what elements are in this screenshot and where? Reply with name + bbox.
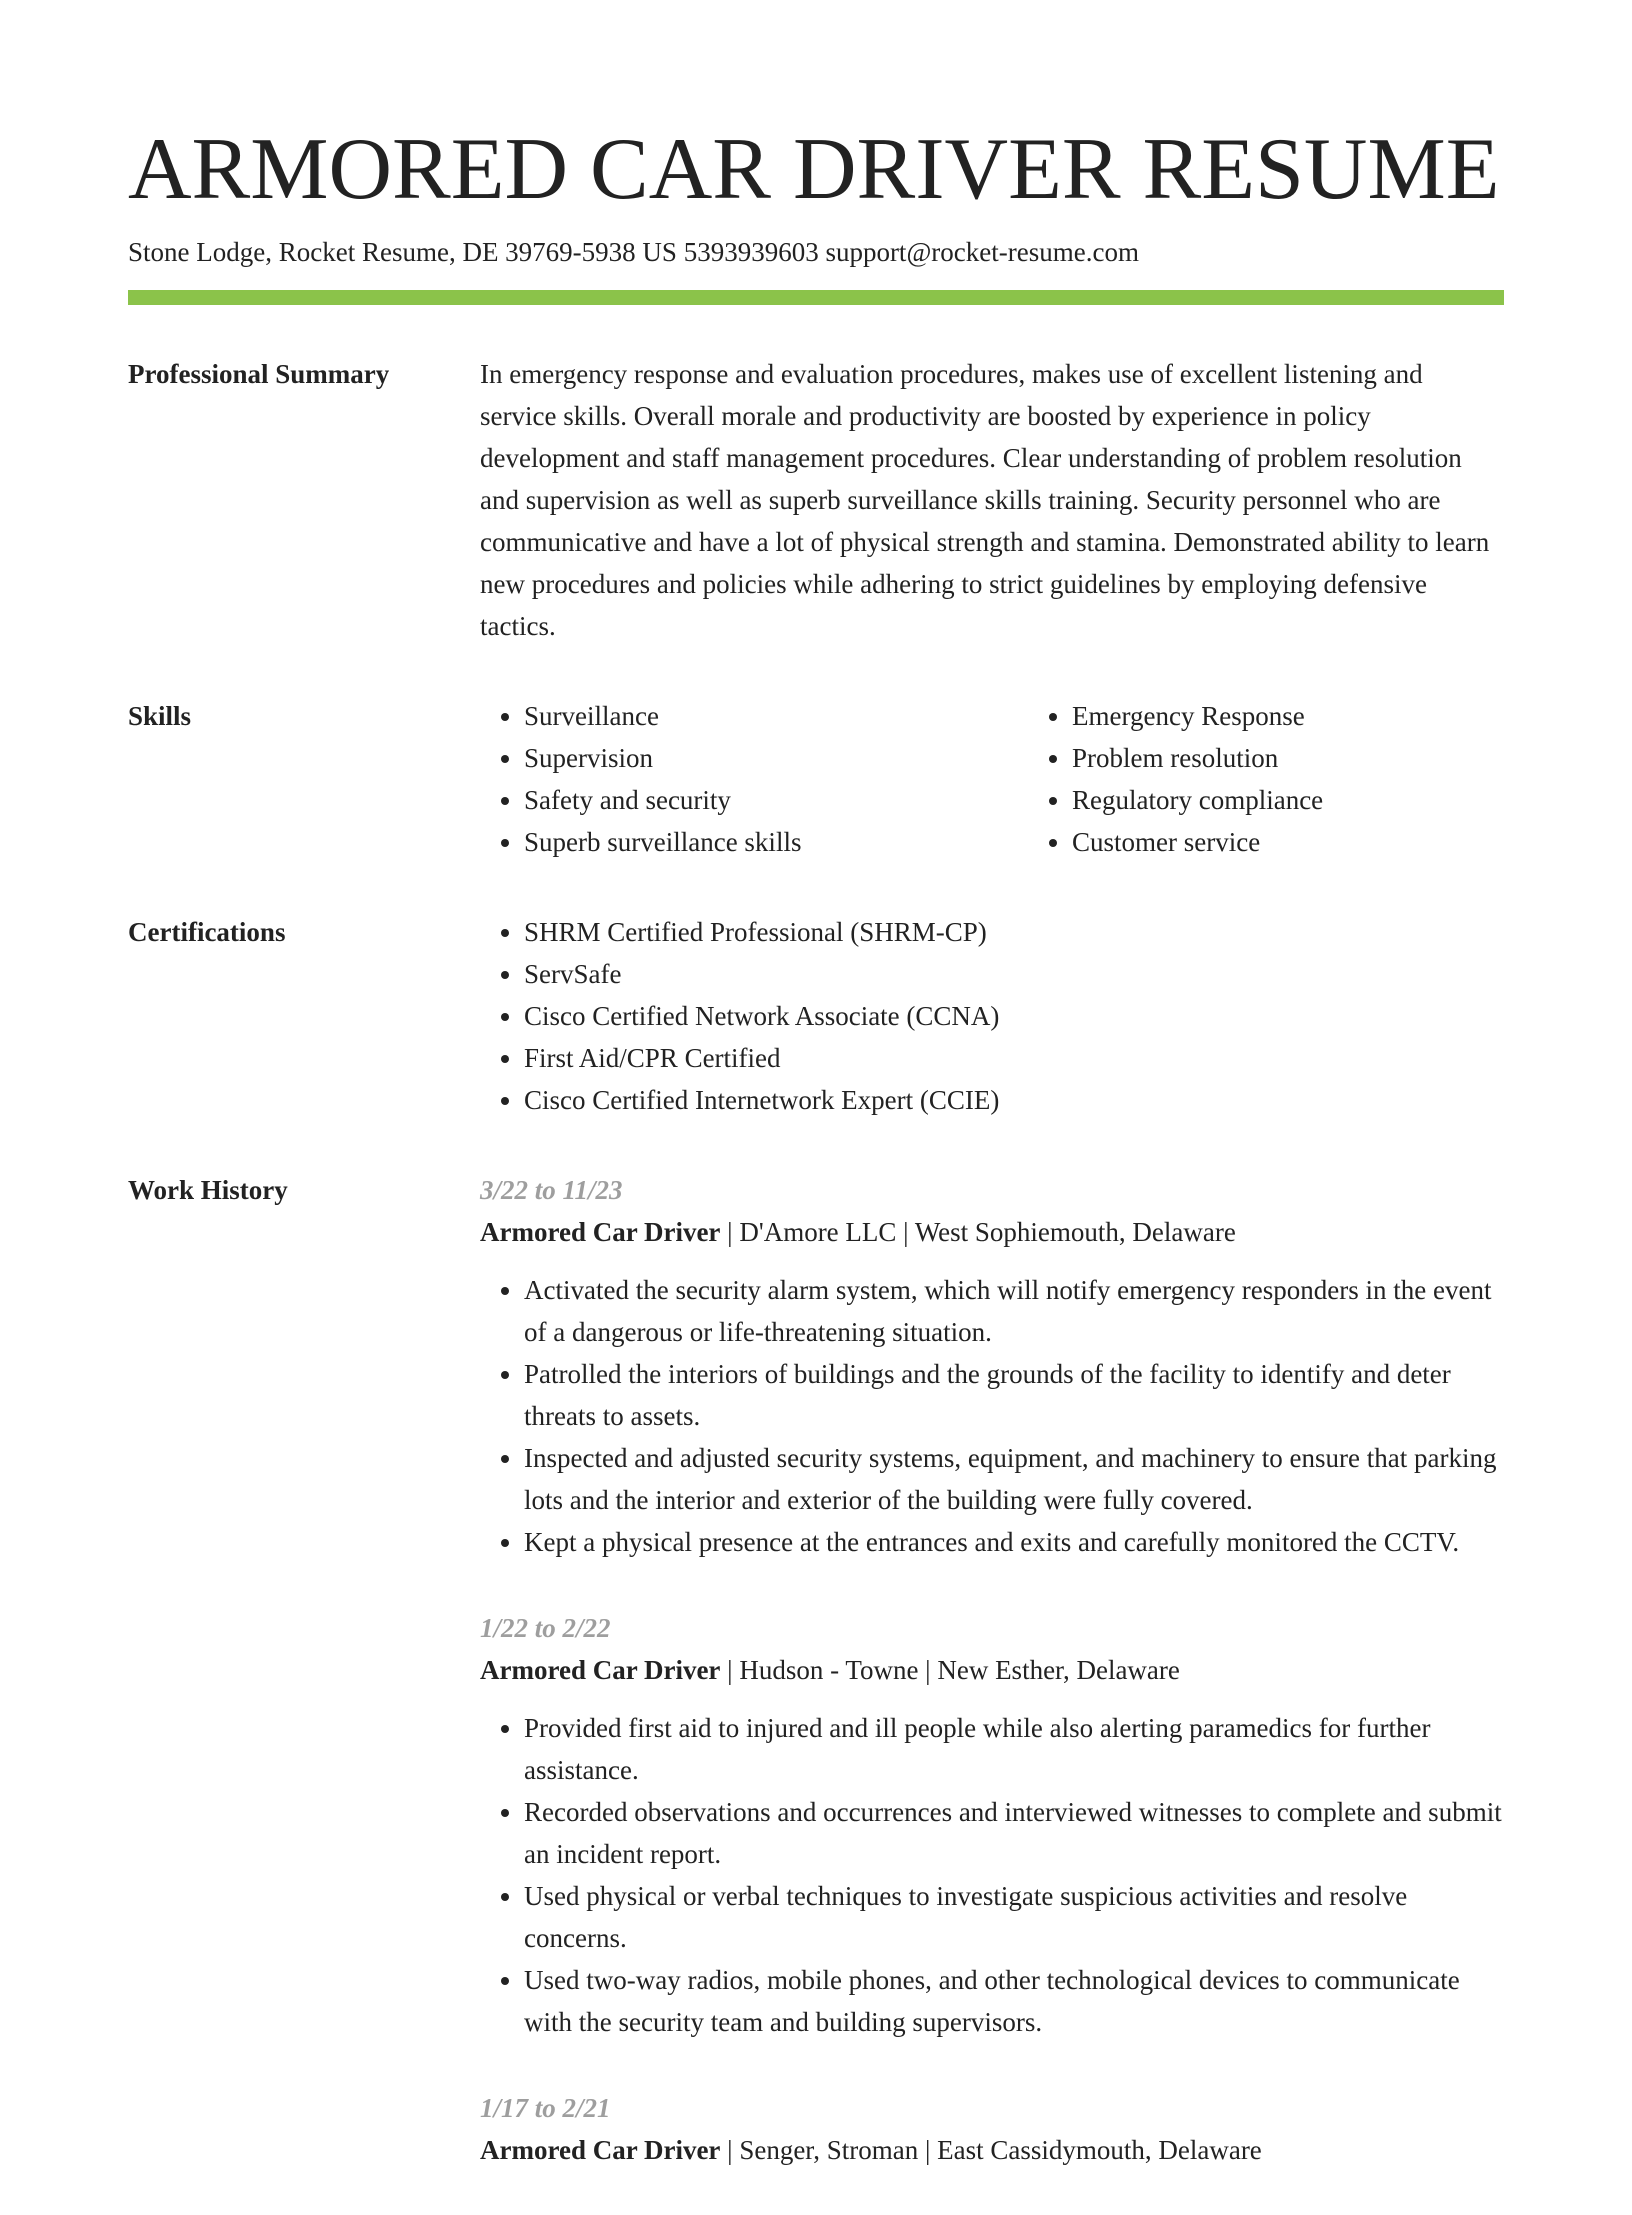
job-bullet: • Kept a physical presence at the entrances and exits and carefully monitored the CCTV. <box>524 1521 1504 1563</box>
skill-item: • Safety and security <box>524 779 1028 821</box>
skill-item: • Customer service <box>1072 821 1576 863</box>
job-title: Armored Car Driver <box>480 2135 721 2165</box>
certification-item: • SHRM Certified Professional (SHRM-CP) <box>524 911 1504 953</box>
job-heading <box>480 2129 1504 2171</box>
resume-title: ARMORED CAR DRIVER RESUME <box>128 121 1500 218</box>
certification-item: • Cisco Certified Network Associate (CCNA) <box>524 995 1504 1037</box>
resume-page <box>128 0 1504 2215</box>
skill-item: • Regulatory compliance <box>1072 779 1576 821</box>
section-label-summary: Professional Summary <box>128 359 390 389</box>
header-divider <box>128 290 1504 305</box>
certification-item: • First Aid/CPR Certified <box>524 1037 1504 1079</box>
job-bullets <box>480 1707 1504 2043</box>
section-label-work-history: Work History <box>128 1175 288 1205</box>
job-entry <box>480 1169 1504 1563</box>
job-heading <box>480 1211 1504 1253</box>
skill-item: • Problem resolution <box>1072 737 1576 779</box>
skills-list-right <box>1028 695 1576 863</box>
job-dates: 3/22 to 11/23 <box>480 1175 623 1205</box>
skills-section <box>128 695 1504 863</box>
job-title: Armored Car Driver <box>480 1655 721 1685</box>
skill-item: • Supervision <box>524 737 1028 779</box>
job-title: Armored Car Driver <box>480 1217 721 1247</box>
skill-item: • Superb surveillance skills <box>524 821 1028 863</box>
work-history-section <box>128 1169 1504 2215</box>
certifications-section <box>128 911 1504 1121</box>
contact-line: Stone Lodge, Rocket Resume, DE 39769-5938 US 5393939603 support@rocket-resume.com <box>128 237 1139 267</box>
job-dates: 1/22 to 2/22 <box>480 1613 611 1643</box>
certifications-list <box>480 911 1504 1121</box>
job-bullet: • Patrolled the interiors of buildings and the grounds of the facility to identify and deter threats to assets. <box>524 1353 1504 1437</box>
job-bullet: • Inspected and adjusted security systems, equipment, and machinery to ensure that parking lots and the interior and exterior of the building were fully covered. <box>524 1437 1504 1521</box>
professional-summary-section <box>128 353 1504 647</box>
section-label-certifications: Certifications <box>128 917 286 947</box>
job-dates: 1/17 to 2/21 <box>480 2093 611 2123</box>
job-heading <box>480 1649 1504 1691</box>
section-label-skills: Skills <box>128 701 192 731</box>
skill-item: • Surveillance <box>524 695 1028 737</box>
summary-text: In emergency response and evaluation procedures, makes use of excellent listening and service skills. Overall morale and productivity are boosted by experience in policy development and staff management procedures. Clear understanding of problem resolution and supervision as well as superb surveillance skills training. Security personnel who are communicative and have a lot of physical strength and stamina. Demonstrated ability to learn new procedures and policies while adhering to strict guidelines by employing defensive tactics. <box>480 359 1490 641</box>
job-bullet: • Activated the security alarm system, which will notify emergency responders in the event of a dangerous or life-threatening situation. <box>524 1269 1504 1353</box>
job-company-location: | Senger, Stroman | East Cassidymouth, Delaware <box>720 2135 1262 2165</box>
job-bullets <box>480 1269 1504 1563</box>
job-bullet: • Provided first aid to injured and ill people while also alerting paramedics for further assistance. <box>524 1707 1504 1791</box>
skill-item: • Emergency Response <box>1072 695 1576 737</box>
job-bullet: • Used physical or verbal techniques to investigate suspicious activities and resolve concerns. <box>524 1875 1504 1959</box>
job-entry <box>480 2087 1504 2171</box>
certification-item: • ServSafe <box>524 953 1504 995</box>
job-bullet: • Used two-way radios, mobile phones, and other technological devices to communicate with the security team and building supervisors. <box>524 1959 1504 2043</box>
job-company-location: | D'Amore LLC | West Sophiemouth, Delaware <box>720 1217 1236 1247</box>
job-bullet: • Recorded observations and occurrences and interviewed witnesses to complete and submit an incident report. <box>524 1791 1504 1875</box>
job-entry <box>480 1607 1504 2043</box>
job-company-location: | Hudson - Towne | New Esther, Delaware <box>720 1655 1180 1685</box>
certification-item: • Cisco Certified Internetwork Expert (CCIE) <box>524 1079 1504 1121</box>
skills-list-left <box>480 695 1028 863</box>
